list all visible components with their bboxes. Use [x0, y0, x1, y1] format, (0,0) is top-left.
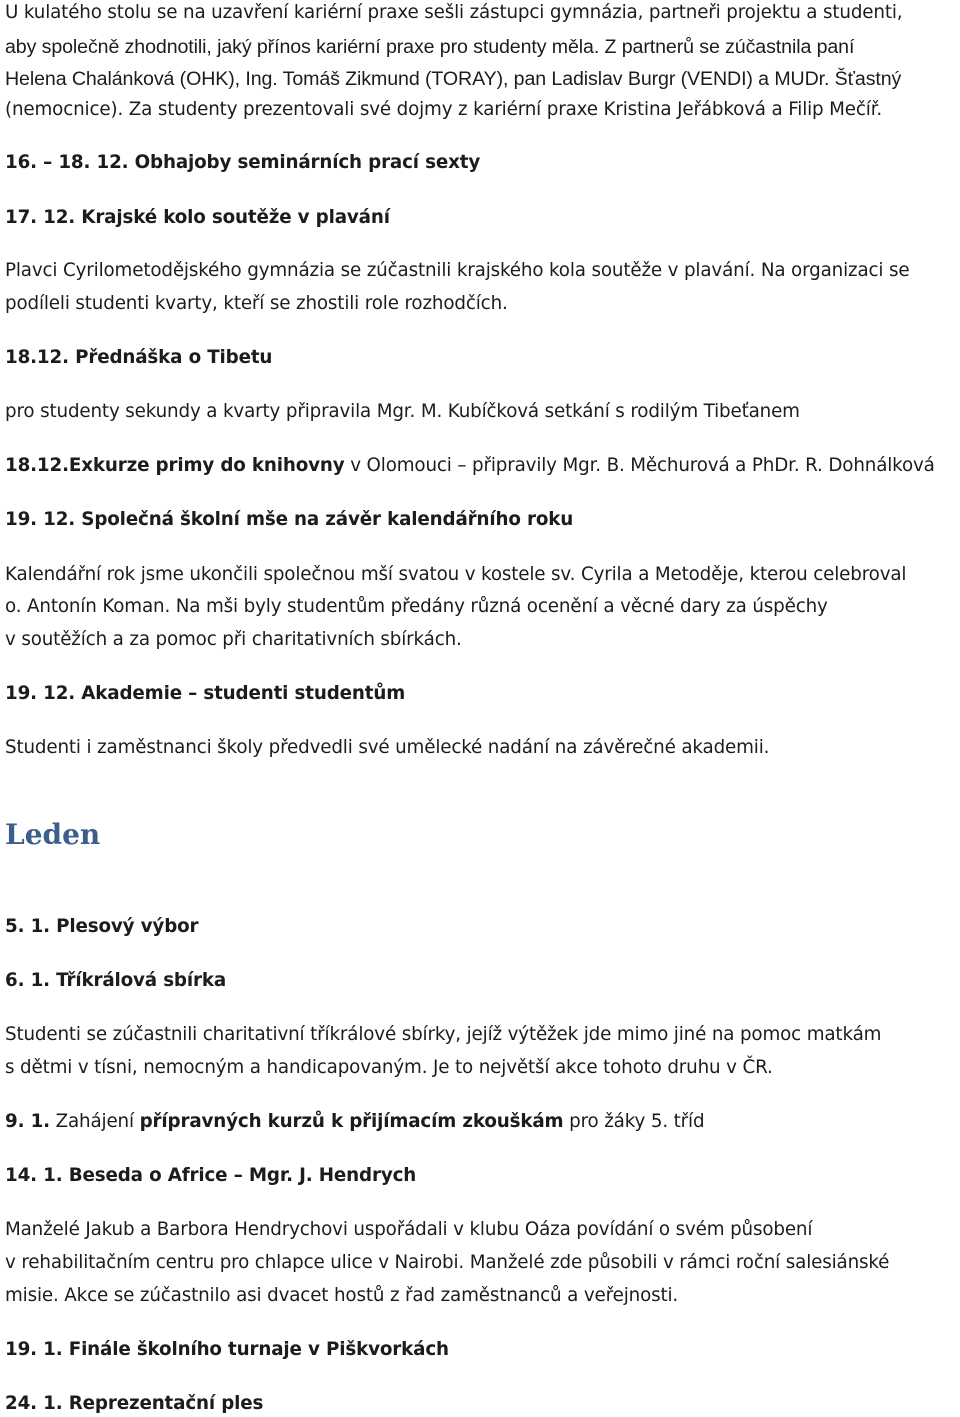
academy-heading: 19. 12. Akademie – studenti studentům [5, 683, 406, 704]
gomoku-heading: 19. 1. Finále školního turnaje v Piškvorkách [5, 1339, 449, 1360]
three-kings-body-line-1: Studenti se zúčastnili charitativní tříkrálové sbírky, jejíž výtěžek jde mimo jiné na pomoc matkám [5, 1024, 882, 1045]
intro-line-3: Helena Chalánková (OHK), Ing. Tomáš Zikmund (TORAY), pan Ladislav Burgr (VENDI) a MUDr. Šťastný [5, 68, 902, 90]
academy-body: Studenti i zaměstnanci školy předvedli své umělecké nadání na závěrečné akademii. [5, 737, 770, 758]
swim-body-line-1: Plavci Cyrilometodějského gymnázia se zúčastnili krajského kola soutěže v plavání. Na organizaci se [5, 260, 910, 281]
library-text: v Olomouci – připravily Mgr. B. Měchurová a PhDr. R. Dohnálková [344, 455, 935, 476]
ball-committee-heading: 5. 1. Plesový výbor [5, 916, 199, 937]
tibet-body: pro studenty sekundy a kvarty připravila Mgr. M. Kubíčková setkání s rodilým Tibeťanem [5, 401, 800, 422]
courses-date: 9. 1. [5, 1111, 50, 1132]
mass-body-line-2: o. Antonín Koman. Na mši byly studentům předány různá ocenění a věcné dary za úspěchy [5, 596, 828, 617]
africa-body-line-2: v rehabilitačním centru pro chlapce ulice v Nairobi. Manželé zde působili v rámci roční salesiánské [5, 1252, 890, 1273]
seminar-heading: 16. – 18. 12. Obhajoby seminárních prací sexty [5, 152, 481, 173]
africa-heading: 14. 1. Beseda o Africe – Mgr. J. Hendrych [5, 1165, 417, 1186]
intro-line-1: U kulatého stolu se na uzavření kariérní praxe sešli zástupci gymnázia, partneři projektu a studenti, [5, 2, 903, 23]
tibet-heading: 18.12. Přednáška o Tibetu [5, 347, 273, 368]
swim-body-line-2: podíleli studenti kvarty, kteří se zhostili role rozhodčích. [5, 293, 508, 314]
mass-body-line-1: Kalendářní rok jsme ukončili společnou mší svatou v kostele sv. Cyrila a Metoděje, kterou celebroval [5, 564, 907, 585]
mass-body-line-3: v soutěžích a za pomoc při charitativních sbírkách. [5, 629, 462, 650]
library-heading: 18.12.Exkurze primy do knihovny [5, 455, 345, 476]
africa-body-line-3: misie. Akce se zúčastnilo asi dvacet hostů z řad zaměstnanců a veřejnosti. [5, 1285, 679, 1306]
mass-heading: 19. 12. Společná školní mše na závěr kalendářního roku [5, 509, 574, 530]
three-kings-heading: 6. 1. Tříkrálová sbírka [5, 970, 227, 991]
swim-heading: 17. 12. Krajské kolo soutěže v plavání [5, 207, 390, 228]
intro-line-4: (nemocnice). Za studenty prezentovali své dojmy z kariérní praxe Kristina Jeřábková a Filip Mečíř. [5, 99, 883, 120]
three-kings-body-line-2: s dětmi v tísni, nemocným a handicapovaným. Je to největší akce tohoto druhu v ČR. [5, 1057, 773, 1078]
africa-body-line-1: Manželé Jakub a Barbora Hendrychovi uspořádali v klubu Oáza povídání o svém působení [5, 1219, 813, 1240]
courses-text-1: Zahájení [49, 1111, 140, 1132]
library-line [5, 455, 935, 477]
courses-line [5, 1111, 704, 1133]
month-heading: Leden [5, 818, 101, 851]
courses-title: přípravných kurzů k přijímacím zkouškám [139, 1111, 564, 1132]
ball-heading: 24. 1. Reprezentační ples [5, 1393, 264, 1414]
intro-line-2: aby společně zhodnotili, jaký přínos kariérní praxe pro studenty měla. Z partnerů se zúčastnila paní [5, 36, 855, 58]
courses-text-2: pro žáky 5. tříd [563, 1111, 705, 1132]
